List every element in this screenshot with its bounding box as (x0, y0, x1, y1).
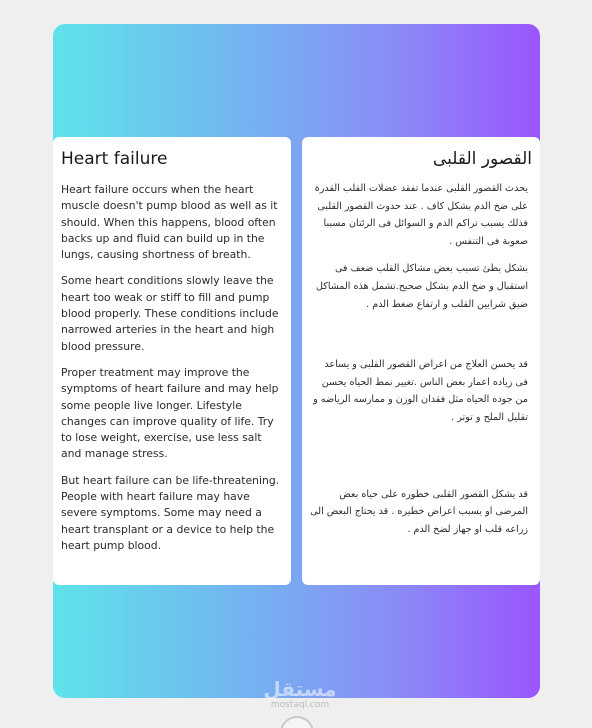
english-paragraph-2: Some heart conditions slowly leave the heart too weak or stiff to fill and pump blood properly. These conditions include narrowed arteries in the heart and high blood pressure. (61, 274, 279, 353)
arabic-card-title: القصور القلبى (432, 149, 532, 169)
english-paragraph-3: Proper treatment may improve the symptoms of heart failure and may help some people live longer. Lifestyle changes can improve quality of life. Try to lose weight, exercise, use less salt and manage stress. (61, 365, 279, 461)
arabic-paragraph-2: بشكل بطئ تسبب بعض مشاكل القلب ضعف فى استقبال و ضخ الدم بشكل صحيح.تشمل هذه المشاكل ضيق شرايين القلب و ارتفاع ضغط الدم . (315, 263, 528, 310)
english-info-card (53, 137, 291, 585)
watermark-domain-text: mostaql.com (270, 700, 330, 710)
mostaql-watermark-logo (250, 678, 350, 710)
english-paragraph-1: Heart failure occurs when the heart muscle doesn't pump blood as well as it should. When this happens, blood often backs up and fluid can build up in the lungs, causing shortness of breath. (61, 183, 278, 262)
arabic-info-card (302, 137, 540, 585)
arabic-paragraph-4: قد يشكل القصور القلبى خطوره على حياه بعض المرضى او يسبب اعراض خطيره . قد يحتاج البعض الى زراعه قلب او جهاز لضخ الدم . (310, 488, 528, 535)
english-paragraph-4: But heart failure can be life-threatening. People with heart failure may have severe symptoms. Some may need a heart transplant or a device to help the heart pump blood. (61, 473, 280, 552)
page-nav-circle-button[interactable] (280, 716, 314, 728)
english-card-title: Heart failure (61, 149, 168, 169)
watermark-main-text: مستقل (263, 677, 337, 701)
arabic-paragraph-1: يحدث القصور القلبى عندما تفقد عضلات القلب القدرة على ضخ الدم بشكل كاف . عند حدوث القصور القلبى فذلك يسبب تراكم الدم و السوائل فى الرئتان مسببا صعوبة فى التنفس . (314, 183, 528, 247)
arabic-paragraph-3: قد يحسن العلاج من اعراض القصور القلبى و يساعد فى زياده اعمار بعض الناس .تغيير نمط الحياه يحسن من جوده الحياه مثل فقدان الوزن و ممارسه الرياضه و تقليل الملح و توتر . (313, 359, 528, 423)
